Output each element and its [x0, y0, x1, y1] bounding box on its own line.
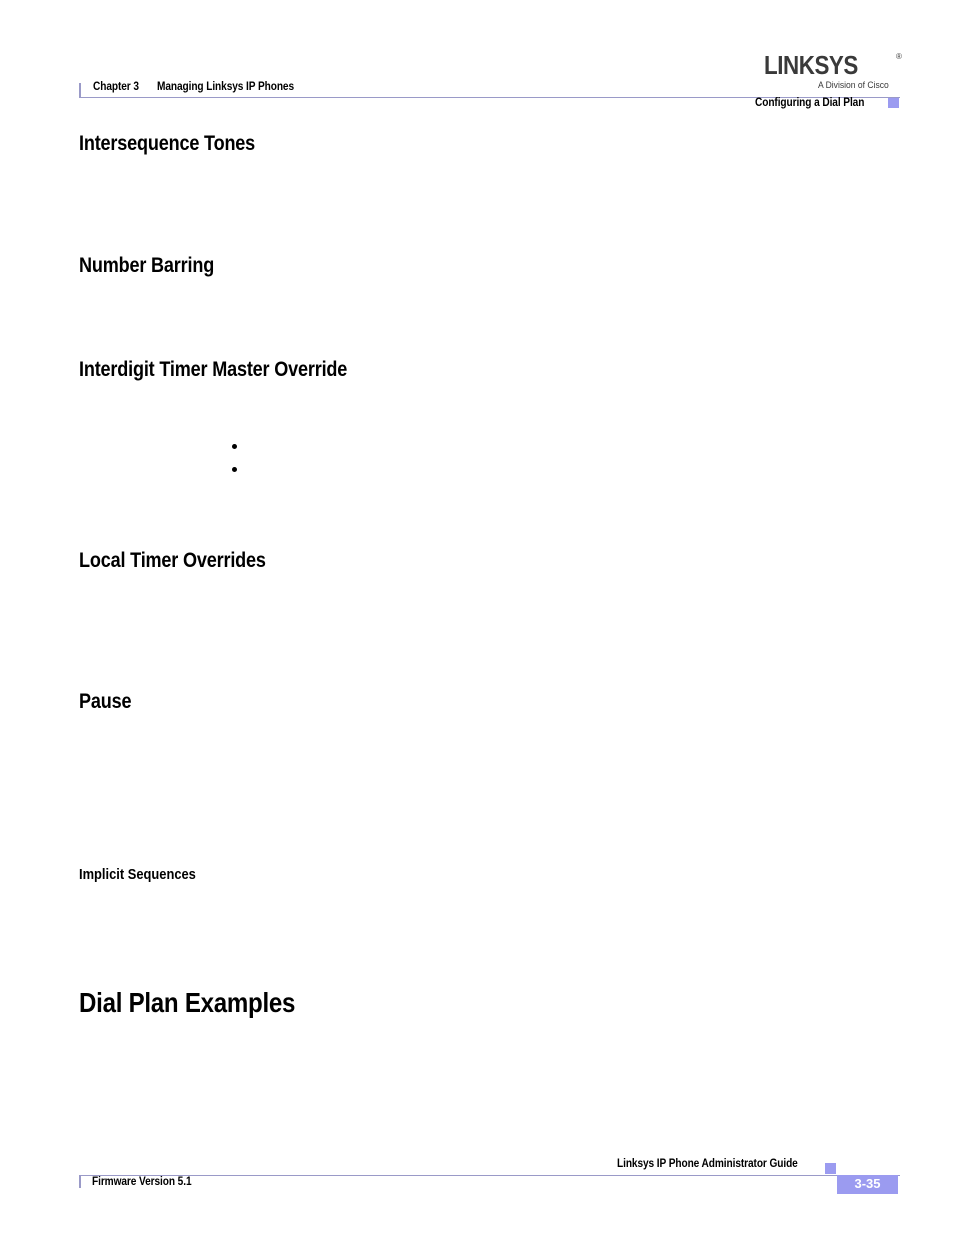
- header-accent-square: [888, 98, 899, 108]
- logo-tagline: A Division of Cisco: [818, 80, 889, 91]
- footer-rule: [79, 1175, 900, 1176]
- footer-left-bar: [79, 1175, 81, 1188]
- header-left-bar: [79, 83, 81, 97]
- firmware-version: Firmware Version 5.1: [92, 1176, 192, 1188]
- bullet-point: [232, 444, 237, 449]
- heading-pause: Pause: [79, 690, 132, 713]
- chapter-label: Chapter 3: [93, 81, 139, 93]
- linksys-logo: [760, 50, 905, 95]
- logo-wordmark: LINKSYS: [764, 50, 858, 80]
- chapter-title: Managing Linksys IP Phones: [157, 81, 294, 93]
- subheading-implicit-sequences: Implicit Sequences: [79, 866, 196, 883]
- page-number: 3-35: [854, 1176, 881, 1191]
- bullet-point: [232, 467, 237, 472]
- registered-mark: ®: [896, 52, 902, 61]
- section-title: Configuring a Dial Plan: [755, 97, 865, 109]
- heading-local-timer-overrides: Local Timer Overrides: [79, 549, 266, 572]
- heading-dial-plan-examples: Dial Plan Examples: [79, 987, 296, 1018]
- heading-interdigit-timer-master-override: Interdigit Timer Master Override: [79, 358, 348, 381]
- heading-intersequence-tones: Intersequence Tones: [79, 132, 256, 155]
- guide-title: Linksys IP Phone Administrator Guide: [617, 1158, 798, 1170]
- footer-accent-square: [825, 1163, 836, 1174]
- heading-number-barring: Number Barring: [79, 254, 215, 277]
